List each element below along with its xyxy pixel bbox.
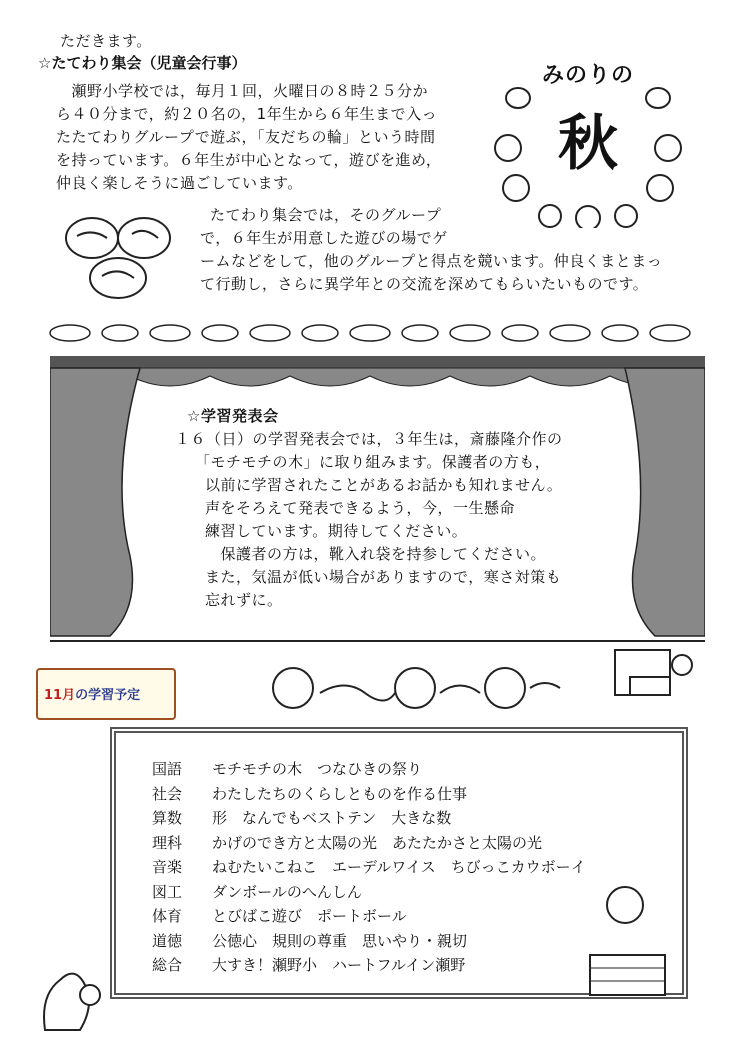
singing-children-illustration xyxy=(265,658,565,718)
schedule-tag-text xyxy=(44,684,140,703)
schedule-row xyxy=(152,831,672,856)
schedule-content: 公徳心 規則の尊重 思いやり・親切 xyxy=(212,931,468,950)
autumn-badge xyxy=(488,48,688,228)
autumn-badge-title: みのりの xyxy=(541,63,634,88)
schedule-subject: 音楽 xyxy=(152,858,183,876)
schedule-content: わたしたちのくらしとものを作る仕事 xyxy=(212,784,468,803)
autumn-kanji: 秋 xyxy=(558,109,618,179)
gakushu-line: 保護者の方は，靴入れ袋を持参してください。 xyxy=(205,545,547,563)
tatewari-line: で，６年生が用意した遊びの場でゲ xyxy=(200,229,448,247)
tatewari-line: 仲良く楽しそうに過ごしています。 xyxy=(56,174,303,192)
schedule-subject: 体育 xyxy=(152,907,183,925)
gakushu-line: 練習しています。期待してください。 xyxy=(205,522,468,540)
tatewari-line: ームなどをして，他のグループと得点を競います。仲良くまとまっ xyxy=(200,252,663,270)
gakushu-section xyxy=(175,405,595,612)
squirrel-illustration xyxy=(35,955,110,1035)
vaulting-box-child-illustration xyxy=(570,880,680,1000)
schedule-row xyxy=(152,806,672,831)
gakushu-heading: ☆学習発表会 xyxy=(187,407,279,425)
schedule-subject: 理科 xyxy=(152,833,183,852)
tatewari-line: 瀬野小学校では，毎月１回，火曜日の８時２５分か xyxy=(56,82,429,100)
schedule-row xyxy=(152,782,672,807)
schedule-tag xyxy=(36,668,176,720)
schedule-subject: 総合 xyxy=(152,956,183,974)
gakushu-line: また，気温が低い場合がありますので，寒さ対策も xyxy=(205,568,562,586)
schedule-content: 大すき！瀬野小 ハートフルイン瀬野 xyxy=(212,956,466,974)
gakushu-line: 声をそろえて発表できるよう，今，一生懸命 xyxy=(205,499,516,517)
sweet-potato-illustration xyxy=(62,208,177,303)
gakushu-line: １６（日）の学習発表会では，３年生は，斎藤隆介作の xyxy=(175,430,563,448)
tatewari-line: ら４０分まで，約２０名の，1年生から６年生まで入っ xyxy=(56,105,438,123)
gakushu-line: 「モチモチの木」に取り組みます。保護者の方も， xyxy=(195,453,551,471)
tatewari-line: たたてわりグループで遊ぶ，「友だちの輪」という時間 xyxy=(56,128,436,146)
tatewari-line: て行動し，さらに異学年との交流を深めてもらいたいものです。 xyxy=(200,275,649,293)
tatewari-line: を持っています。６年生が中心となって，遊びを進め， xyxy=(56,151,442,169)
schedule-content: ねむたいこねこ エーデルワイス ちびっこカウボーイ xyxy=(212,858,586,876)
tatewari-line: たてわり集会では，そのグループ xyxy=(210,206,442,224)
schedule-subject: 道徳 xyxy=(152,931,183,950)
leaf-border-divider xyxy=(45,322,705,344)
schedule-content: ダンボールのへんしん xyxy=(212,882,362,901)
schedule-subject: 国語 xyxy=(152,760,183,778)
schedule-content: 形 なんでもベストテン 大きな数 xyxy=(212,809,452,827)
schedule-content: モチモチの木 つなひきの祭り xyxy=(212,760,423,778)
schedule-row xyxy=(152,757,672,782)
intro-tail: ただきます。 xyxy=(60,32,152,50)
reading-child-illustration xyxy=(610,645,695,705)
gakushu-line: 忘れずに。 xyxy=(205,591,283,609)
schedule-subject: 図工 xyxy=(152,882,183,901)
schedule-tag-rest: の学習予定 xyxy=(75,688,141,703)
schedule-content: とびばこ遊び ポートボール xyxy=(212,907,407,925)
schedule-row xyxy=(152,855,672,880)
gakushu-line: 以前に学習されたことがあるお話かも知れません。 xyxy=(205,476,563,494)
schedule-tag-month: 11月 xyxy=(44,688,76,703)
tatewari-heading: ☆たてわり集会（児童会行事） xyxy=(38,54,247,72)
tatewari-paragraph-1 xyxy=(56,80,476,195)
schedule-subject: 社会 xyxy=(152,784,183,803)
schedule-content: かげのでき方と太陽の光 あたたかさと太陽の光 xyxy=(212,833,543,852)
schedule-subject: 算数 xyxy=(152,809,183,827)
